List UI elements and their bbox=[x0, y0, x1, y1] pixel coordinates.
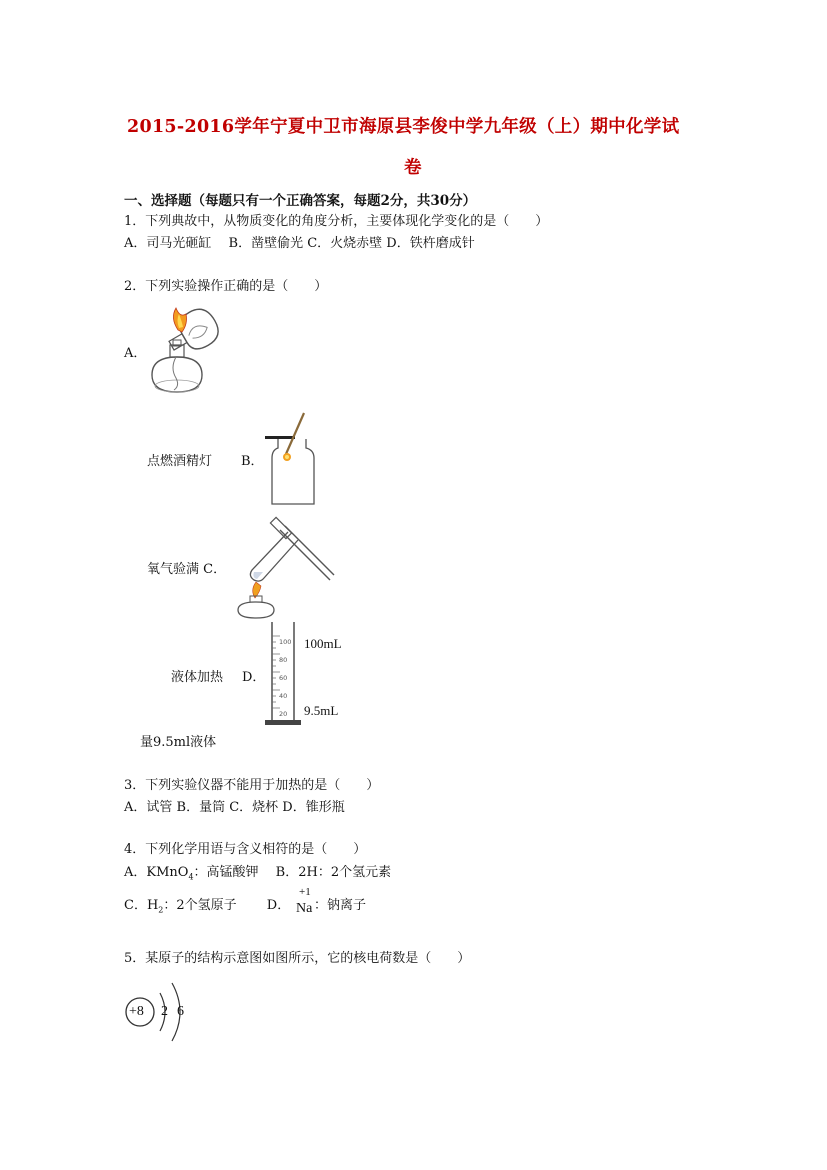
question-2-option-a-label: A． bbox=[124, 346, 147, 361]
cylinder-tick: 20 bbox=[279, 710, 288, 718]
question-2-stem: 2．下列实验操作正确的是（ ） bbox=[124, 279, 328, 294]
question-2-caption-b: 氧气验满 C． bbox=[147, 562, 227, 577]
option-d-symbol: Na bbox=[296, 901, 313, 916]
option-a-subscript: 4 bbox=[188, 872, 194, 882]
question-4-options-ab bbox=[124, 861, 391, 882]
cylinder-tick: 100 bbox=[279, 638, 292, 646]
question-2-option-b-label: B． bbox=[241, 454, 264, 469]
question-3-stem: 3．下列实验仪器不能用于加热的是（ ） bbox=[124, 778, 380, 793]
test-tube-heating-illustration bbox=[230, 520, 340, 620]
question-2-caption-a: 点燃酒精灯 bbox=[147, 454, 213, 469]
question-4-stem: 4．下列化学用语与含义相符的是（ ） bbox=[124, 842, 367, 857]
option-c-d-text: ：2个氢原子 D． bbox=[163, 898, 291, 913]
question-2-caption-c: 液体加热 bbox=[171, 670, 224, 685]
shell-2-electrons: 6 bbox=[177, 1004, 184, 1019]
question-4-options-cd bbox=[124, 894, 290, 915]
section-heading: 一、选择题（每题只有一个正确答案，每题2分，共30分） bbox=[124, 193, 477, 209]
option-d-charge: +1 bbox=[299, 886, 311, 898]
gas-bottle-splint-illustration bbox=[262, 410, 322, 510]
shell-1-electrons: 2 bbox=[161, 1004, 168, 1019]
cylinder-tick: 80 bbox=[279, 656, 288, 664]
option-d-meaning: ：钠离子 bbox=[314, 898, 367, 913]
question-3-options: A．试管 B．量筒 C．烧杯 D．锥形瓶 bbox=[124, 800, 345, 815]
question-2-option-d-label: D． bbox=[242, 670, 266, 685]
question-5-stem: 5．某原子的结构示意图如图所示，它的核电荷数是（ ） bbox=[124, 951, 471, 966]
document-title-line2: 卷 bbox=[404, 158, 422, 178]
cylinder-top-label: 100mL bbox=[304, 636, 342, 651]
option-c-subscript: 2 bbox=[158, 905, 164, 915]
alcohol-lamp-lighting-illustration bbox=[140, 300, 240, 400]
option-a-b-text: ：高锰酸钾 B．2H：2个氢元素 bbox=[193, 865, 392, 880]
question-2-caption-d: 量9.5ml液体 bbox=[140, 735, 217, 750]
cylinder-bottom-label: 9.5mL bbox=[304, 703, 339, 718]
question-1-stem: 1．下列典故中，从物质变化的角度分析，主要体现化学变化的是（ ） bbox=[124, 214, 549, 229]
nucleus-charge: +8 bbox=[129, 1004, 144, 1019]
cylinder-tick-labels bbox=[279, 633, 291, 723]
option-a-formula: A．KMnO bbox=[124, 865, 189, 880]
cylinder-tick: 60 bbox=[279, 674, 288, 682]
question-1-options: A．司马光砸缸 B．凿壁偷光 C．火烧赤壁 D．铁杵磨成针 bbox=[124, 236, 475, 251]
option-c-formula: C．H bbox=[124, 898, 159, 913]
document-title-line1: 2015-2016学年宁夏中卫市海原县李俊中学九年级（上）期中化学试 bbox=[127, 117, 680, 137]
cylinder-tick: 40 bbox=[279, 692, 288, 700]
